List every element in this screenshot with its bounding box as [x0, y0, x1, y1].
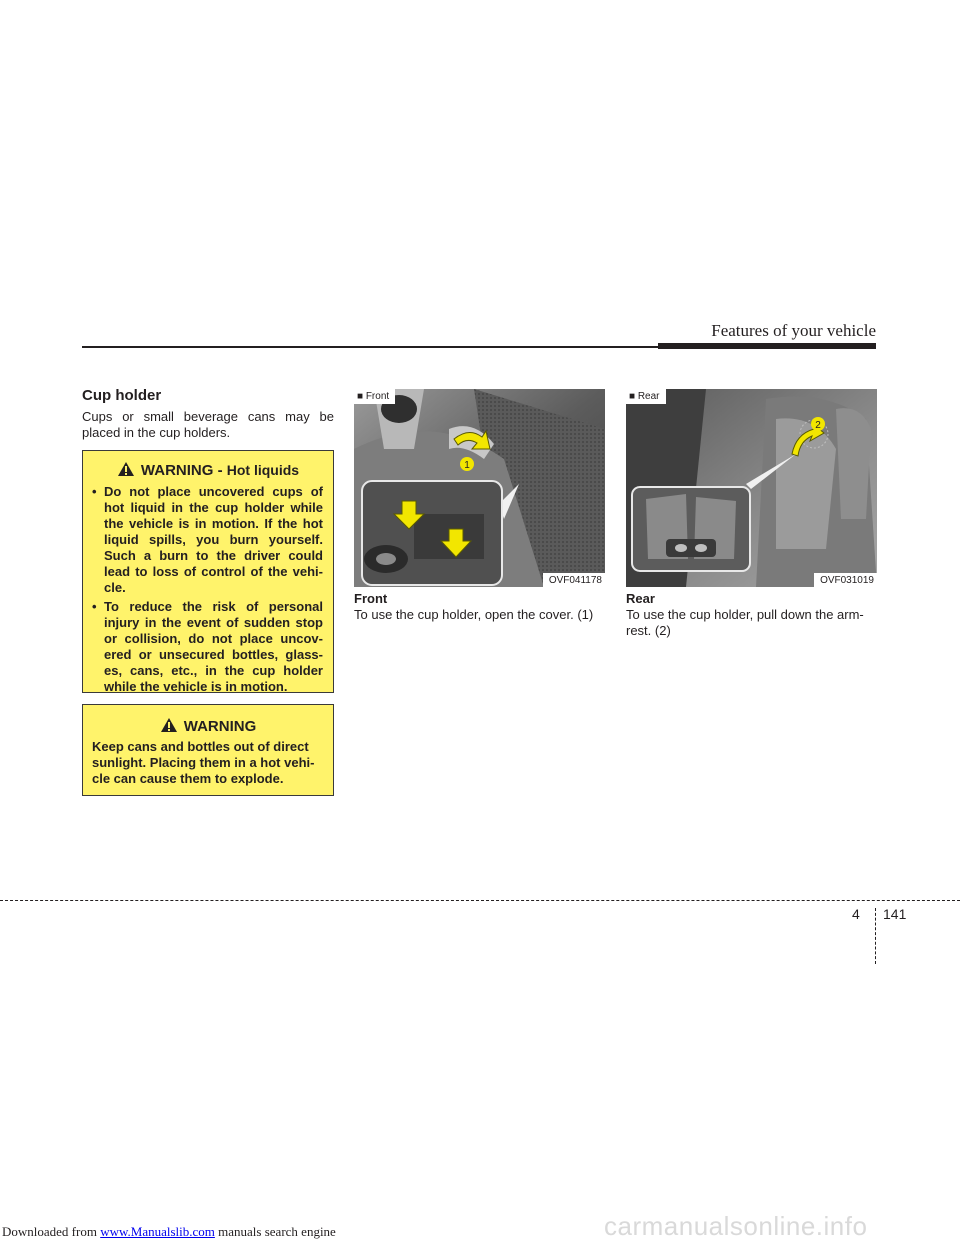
warning-triangle-icon: [160, 717, 178, 733]
rear-cup-holder-figure: [626, 389, 877, 587]
warning-triangle-icon: [117, 461, 135, 477]
bullet: •: [92, 599, 97, 614]
warning-item-text: To reduce the risk of personal injury in the event of sudden stop or collision, do not place uncov-ered or unsecured bottles, glass-es, cans, etc., in the cup holder while the vehicle is in motion.: [104, 599, 323, 694]
callout-number: 1: [464, 460, 470, 471]
front-caption-title: Front: [354, 591, 388, 606]
warning-hot-liquids-box: [82, 450, 334, 693]
download-notice: [2, 1224, 336, 1240]
rear-caption-title: Rear: [626, 591, 655, 606]
bullet: •: [92, 484, 97, 499]
running-header: Features of your vehicle: [711, 321, 876, 340]
header-tab-bar: [658, 343, 876, 349]
footer-dashed-rule: [0, 900, 960, 901]
footer-vertical-rule: [875, 908, 876, 964]
figure-label: ■ Front: [354, 389, 395, 404]
rear-caption-body: To use the cup holder, pull down the arm-rest. (2): [626, 607, 864, 638]
section-title: Cup holder: [82, 387, 162, 404]
front-console-illustration: [354, 389, 605, 587]
figure-code: OVF041178: [543, 573, 605, 587]
warning-list: [92, 484, 323, 698]
manualslib-link[interactable]: www.Manualslib.com: [100, 1224, 215, 1239]
warning-heading-text: WARNING: [183, 718, 257, 735]
download-prefix: Downloaded from: [2, 1224, 101, 1239]
warning-item: [92, 599, 323, 695]
figure-label: ■ Rear: [626, 389, 666, 404]
warning-sunlight-box: [82, 704, 334, 796]
warning-dash: -: [217, 462, 223, 479]
page-number: 141: [883, 906, 907, 922]
watermark: carmanualsonline.info: [604, 1211, 868, 1241]
callout-number: 2: [815, 420, 821, 431]
figure-code: OVF031019: [814, 573, 877, 587]
warning-item-text: Do not place uncovered cups of hot liquid in the cup holder while the vehicle is in motion. If the hot liquid spills, you burn yourself. Such a burn to the driver could lead to loss of control of the vehi-cle.: [104, 484, 323, 595]
chapter-number: 4: [852, 906, 860, 922]
warning-heading-text: WARNING: [140, 462, 214, 479]
rear-seat-illustration: [626, 389, 877, 587]
warning-heading: [83, 461, 333, 479]
front-cup-holder-figure: [354, 389, 605, 587]
warning-text: Keep cans and bottles out of direct sunlight. Placing them in a hot vehi-cle can cause them to explode.: [92, 739, 315, 786]
front-caption-body: To use the cup holder, open the cover. (1): [354, 607, 594, 622]
download-suffix: manuals search engine: [214, 1224, 336, 1239]
warning-heading: [83, 717, 333, 735]
section-body: Cups or small beverage cans may be placed in the cup holders.: [82, 409, 334, 440]
warning-subheading: Hot liquids: [226, 462, 300, 478]
warning-item: [92, 484, 323, 596]
